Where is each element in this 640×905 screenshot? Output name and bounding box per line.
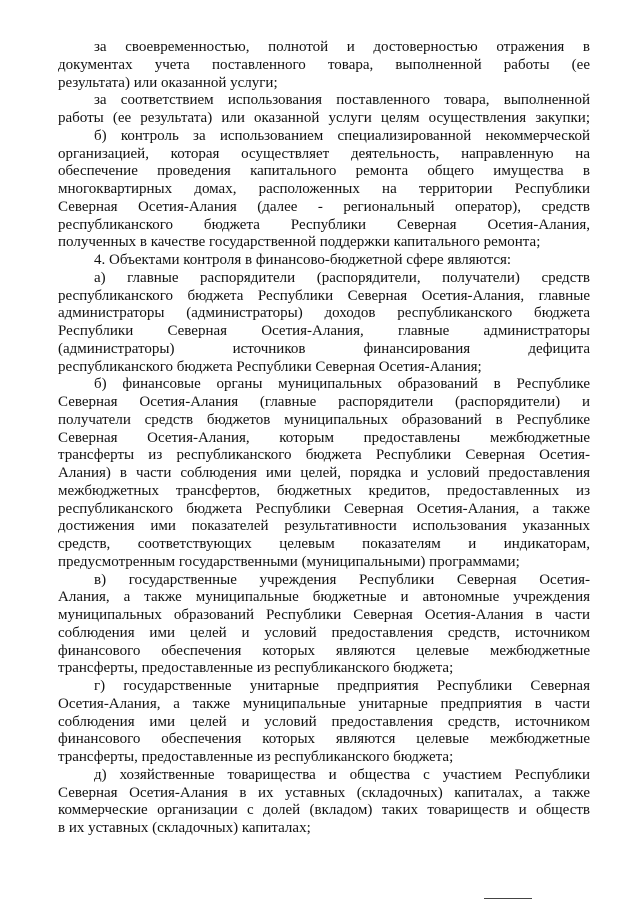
text-line: республиканского бюджета Республики Северная Осетия-Алания;	[58, 358, 482, 375]
text-line: соблюдения ими целей и условий предоставления средств, источником	[58, 713, 590, 730]
document-page	[58, 39, 590, 838]
text-line: финансового обеспечения которых являются целевые межбюджетные	[58, 731, 590, 748]
text-line: полученных в качестве государственной поддержки капитального ремонта;	[58, 234, 541, 251]
text-line: г) государственные унитарные предприятия Республики Северная	[94, 678, 590, 694]
text-line: в их уставных (складочных) капиталах;	[58, 820, 311, 836]
text-line: работы (ее результата) или оказанной услуги целям осуществления закупки;	[58, 110, 590, 126]
text-line: Республики Северная Осетия-Алания, главные администраторы	[58, 323, 590, 339]
text-line: Алания, а также муниципальные бюджетные и автономные учреждения	[58, 589, 590, 606]
text-line: обеспечение проведения капитального ремонта общего имущества в	[58, 163, 590, 180]
text-line: средств, соответствующих целевым показателям и индикаторам,	[58, 536, 590, 552]
text-line: муниципальных образований Республики Северная Осетия-Алания в части	[58, 607, 590, 623]
text-line: трансферты, предоставленные из республиканского бюджета;	[58, 660, 454, 677]
text-line: республиканского бюджета Республики Северная Осетия-Алания, главные	[58, 287, 590, 304]
text-line: Северная Осетия-Алания, которым предоставлены межбюджетные	[58, 429, 590, 446]
text-line: получатели средств бюджетов муниципальных образований в Республике	[58, 411, 590, 428]
page-footer-rule	[484, 898, 532, 899]
text-line: достижения ими показателей результативности использования указанных	[58, 518, 590, 535]
text-line: трансферты, предоставленные из республиканского бюджета;	[58, 749, 454, 765]
text-line: б) финансовые органы муниципальных образований в Республике	[94, 376, 590, 393]
text-line: многоквартирных домах, расположенных на территории Республики	[58, 181, 590, 197]
text-line: за своевременностью, полнотой и достоверностью отражения в	[94, 39, 590, 55]
text-line: в) государственные учреждения Республики Северная Осетия-	[94, 571, 590, 588]
text-line: коммерческие организации с долей (вкладом) таких товариществ и обществ	[58, 802, 590, 819]
text-line: межбюджетных трансфертов, бюджетных кредитов, предоставленных из	[58, 482, 590, 499]
text-line: б) контроль за использованием специализированной некоммерческой	[94, 127, 590, 144]
text-line: Алания) в части соблюдения ими целей, порядка и условий предоставления	[58, 465, 590, 481]
text-line: соблюдения ими целей и условий предоставления средств, источником	[58, 624, 590, 641]
text-line: республиканского бюджета Республики Северная Осетия-Алания,	[58, 216, 590, 233]
text-line: а) главные распорядители (распорядители, получатели) средств	[94, 269, 590, 286]
text-line: организацией, которая осуществляет деятельность, направленную на	[58, 145, 590, 162]
text-line: Северная Осетия-Алания в их уставных (складочных) капиталах, а также	[58, 784, 590, 801]
text-line: (администраторы) источников финансирования дефицита	[58, 340, 590, 357]
text-line: Северная Осетия-Алания (главные распорядители (распорядители) и	[58, 394, 590, 410]
text-line: д) хозяйственные товарищества и общества с участием Республики	[94, 766, 590, 783]
text-line: трансферты из республиканского бюджета Республики Северная Осетия-	[58, 447, 590, 464]
text-line: администраторы (администраторы) доходов республиканского бюджета	[58, 305, 590, 322]
text-line: результата) или оказанной услуги;	[58, 74, 278, 91]
text-line: республиканского бюджета Республики Северная Осетия-Алания, а также	[58, 500, 590, 517]
text-line: за соответствием использования поставленного товара, выполненной	[94, 92, 590, 109]
text-line: предусмотренным государственными (муниципальными) программами;	[58, 553, 520, 570]
text-line: Осетия-Алания, а также муниципальные унитарные предприятия в части	[58, 695, 590, 712]
text-line: документах учета поставленного товара, выполненной работы (ее	[58, 56, 590, 73]
text-line: финансового обеспечения которых являются целевые межбюджетные	[58, 642, 590, 659]
text-line: Северная Осетия-Алания (далее - региональный оператор), средств	[58, 198, 590, 215]
text-line: 4. Объектами контроля в финансово-бюджетной сфере являются:	[94, 252, 512, 268]
